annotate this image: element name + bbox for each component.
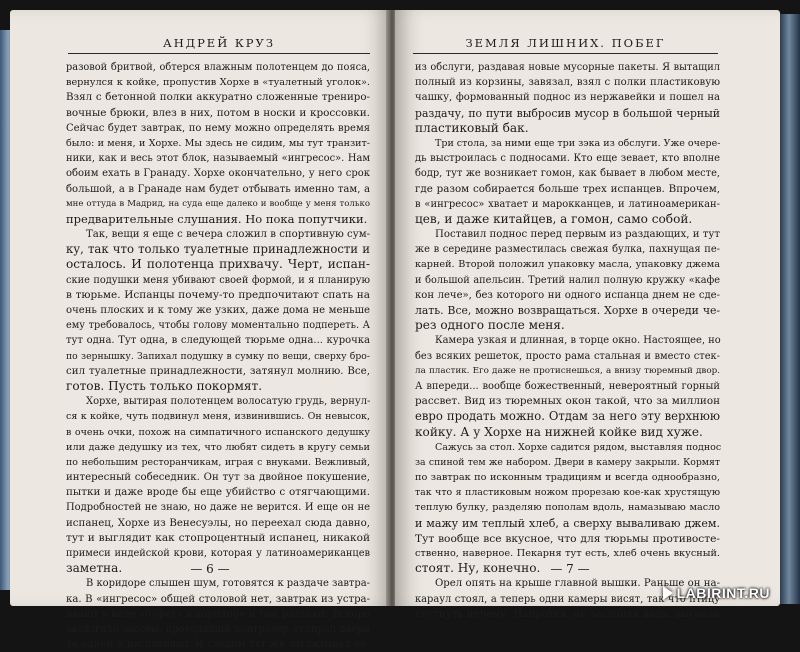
text-line: где разом собирается больше трех испанцев. Впрочем, [415,182,720,195]
text-line: полный из корзины, завязал, взял с полки пластиковую [415,77,720,89]
text-line: сил туалетные принадлежности, затянул молнию. Все, [66,364,370,377]
text-line: тут и выглядит как стопроцентный испанец, никакой [66,531,370,544]
text-line: Сажусь за стол. Хорхе садится рядом, выставляя поднос [435,441,722,453]
left-page-number: — 6 — [190,562,230,576]
text-line: было: и меня, и Хорхе. Мы здесь не сидим, мы тут транзит- [66,137,370,149]
labirint-watermark [663,584,770,602]
left-running-header: АНДРЕЙ КРУЗ [68,34,370,54]
text-line: тут одна. Тут одна, в следующей тюрьме одна... курочка [66,335,370,347]
right-running-header: ЗЕМЛЯ ЛИШНИХ. ПОБЕГ [413,34,718,54]
text-line: лать. Все, можно возвращаться. Хорхе в очереди че- [415,304,720,317]
text-line: и мажу им теплый хлеб, а сверху вываливаю джем. [415,516,720,530]
text-line: евро продать можно. Отдам за него эту верхнюю [415,409,720,424]
text-line: разовой бритвой, обтерся влажным полотенцем до пояса, [66,62,370,73]
text-line: предварительные слушания. Но пока попутчики. [66,211,368,226]
text-line: Поставил поднос перед первым из раздающих, и тут [435,229,720,241]
text-line: заметна. [66,561,123,576]
text-line: ему требовалось, чтобы голову моментально подпереть. А [66,320,370,332]
text-line: дь выстроилась с подносами. Кто еще зевает, кто вполне [415,153,720,165]
text-line: или даже дедушку из тех, что любят сидеть в кругу семьи [66,441,370,453]
text-line: караул стоял, а теперь одни камеры висят, так что птицу [415,593,720,605]
text-line: В коридоре слышен шум, готовятся к раздаче завтра- [86,578,370,590]
text-line: Камера узкая и длинная, в торце окно. Настоящее, но [435,335,721,347]
text-line: обоим ехать в Гранаду. Хорхе окончательно, у него срок [66,168,370,180]
text-line: ла пластик. Его даже не протиснешься, а внизу тюремный двор. [415,365,720,376]
text-line: пластиковый бак. [415,120,529,135]
text-line: А впереди... вообще божественный, невероятный горный [415,380,720,392]
text-line: стоят. Ну, конечно. [415,561,541,576]
text-line: в «ингресос» хватает и марокканцев, и латиноамерикан- [415,198,720,210]
text-line: раздачу, по пути выбросив мусор в большой черный [415,106,720,120]
text-line: ники, как и весь этот блок, называемый «ингресос». Нам [66,153,370,165]
text-line: же в середине разместилась свежая булка, пахнущая пе- [415,244,720,256]
watermark-text: LABIRINT.RU [676,585,770,601]
book-edge-right [778,14,800,604]
text-line: готов. Пусть только покормят. [66,378,263,393]
text-line: в очень очки, похож на симпатичного испанского дедушку [66,426,370,438]
text-line: теплую булку, разделяю пополам вдоль, намазываю масло [415,502,720,514]
labirint-arrow-icon [663,586,673,600]
text-line: вернулся к койке, пропустив Хорхе в «туалетный уголок». [66,77,370,89]
text-line: вочные брюки, влез в них, потом в носки и кроссовки. [66,106,370,119]
right-page [395,10,780,620]
text-line: кон лече», без которого ни одного испанца днем не сде- [415,289,720,301]
text-line: без всяких решеток, просто рама стальная и вместо стек- [415,350,720,362]
text-line: в тюрьме. Испанцы почему-то предпочитают спать на [66,288,370,301]
text-line: за спиной тем же набором. Двери в камеру закрыли. Кормят [415,456,720,468]
text-line: залязгали засовы, проходящий контролер отпирал двери [66,623,370,635]
text-line: Взял с бетонной полки аккуратно сложенные трениро- [66,91,370,104]
text-line: ивают в виде «буфет» в коридоре и там раздают. Вскоре [66,608,370,620]
text-line: ственно, наверное. Пекарня тут есть, хлеб очень вкусный. [415,548,720,559]
text-line: ку, так что только туалетные принадлежности и [66,242,370,257]
text-line: койку. А у Хорхе на нижней койке вид хуже. [415,424,703,439]
text-line: спугнуть нечему. Напротив, не заслоняя вида, высокая [415,608,720,620]
text-line: по завтрак по исконным традициям и всегда однообразно, [415,472,720,484]
text-line: ские подушки меня убивают своей формой, и я планирую [66,274,370,286]
text-line: Подробностей не знаю, но даже не верится. И еще он не [66,502,370,514]
right-page-number: — 7 — [550,562,590,576]
text-line: рассвет. Вид из тюремных окон такой, что за миллион [415,395,720,408]
text-line: Три стола, за ними еще три зэка из обслуги. Уже очере- [435,137,721,149]
text-line: пытки и даже вроде бы еще убийство с отягчающими. [66,486,370,499]
text-line: Тут вообще все вкусное, что для тюрьмы противосте- [415,531,720,545]
text-line: интересный собеседник. Он тут за двойное покушение, [66,472,370,484]
text-line: из обслуги, раздавая новые мусорные пакеты. Я вытащил [415,62,720,73]
text-line: Хорхе, вытирая полотенцем волосатую грудь, вернул- [86,396,371,408]
text-line: цев, и даже китайцев, а гомон, само собой. [415,211,693,226]
text-line: примеси индейской крови, которая у латиноамериканцев [66,548,370,559]
text-line: за одной и распахивал. И следом тут же заглядывал он, [66,639,370,651]
text-line: Сейчас будет завтрак, по нему можно определять время [66,122,370,134]
text-line: мне оттуда в Мадрид, на суда еще далеко и вообще у меня только [66,198,370,209]
text-line: по небольшим ресторанчикам, играя с внуками. Вежливый, [66,456,370,468]
text-line: ся к койке, чуть подвинул меня, извинившись. Он невысок, [66,411,370,423]
text-line: по зернышку. Запихал подушку в сумку по вещи, сверху бро- [66,350,370,362]
text-line: очень плоских и к тому же узких, даже дома не меньше [66,305,370,316]
right-body-text [415,60,720,622]
text-line: большой, а в Гранаде нам будет отбывать именно там, а [66,183,370,195]
text-line: Орел опять на крыше главной вышки. Раньше он на- [435,578,720,590]
text-line: испанец, Хорхе из Венесуэлы, но переехал сюда давно, [66,517,370,529]
text-line: Так, вещи я еще с вечера сложил в спортивную сум- [86,229,370,241]
text-line: и большой апельсин. Третий налил полную кружку «кафе [415,274,720,286]
text-line: чашку, формованный поднос из нержавейки и пошел на [415,92,720,104]
text-line: бодр, тут же возникает гомон, как бывает в любом месте, [415,168,720,180]
text-line: карней. Второй положил упаковку масла, упаковку джема [415,259,720,271]
left-page [10,10,390,651]
text-line: так что я пластиковым ножом прорезаю кое-как хрустящую [415,487,720,499]
text-line: рез одного после меня. [415,318,565,333]
text-line: ка. В «ингресос» общей столовой нет, завтрак из устра- [66,593,370,605]
text-line: осталось. И полотенца прихвачу. Черт, испан- [66,257,370,272]
